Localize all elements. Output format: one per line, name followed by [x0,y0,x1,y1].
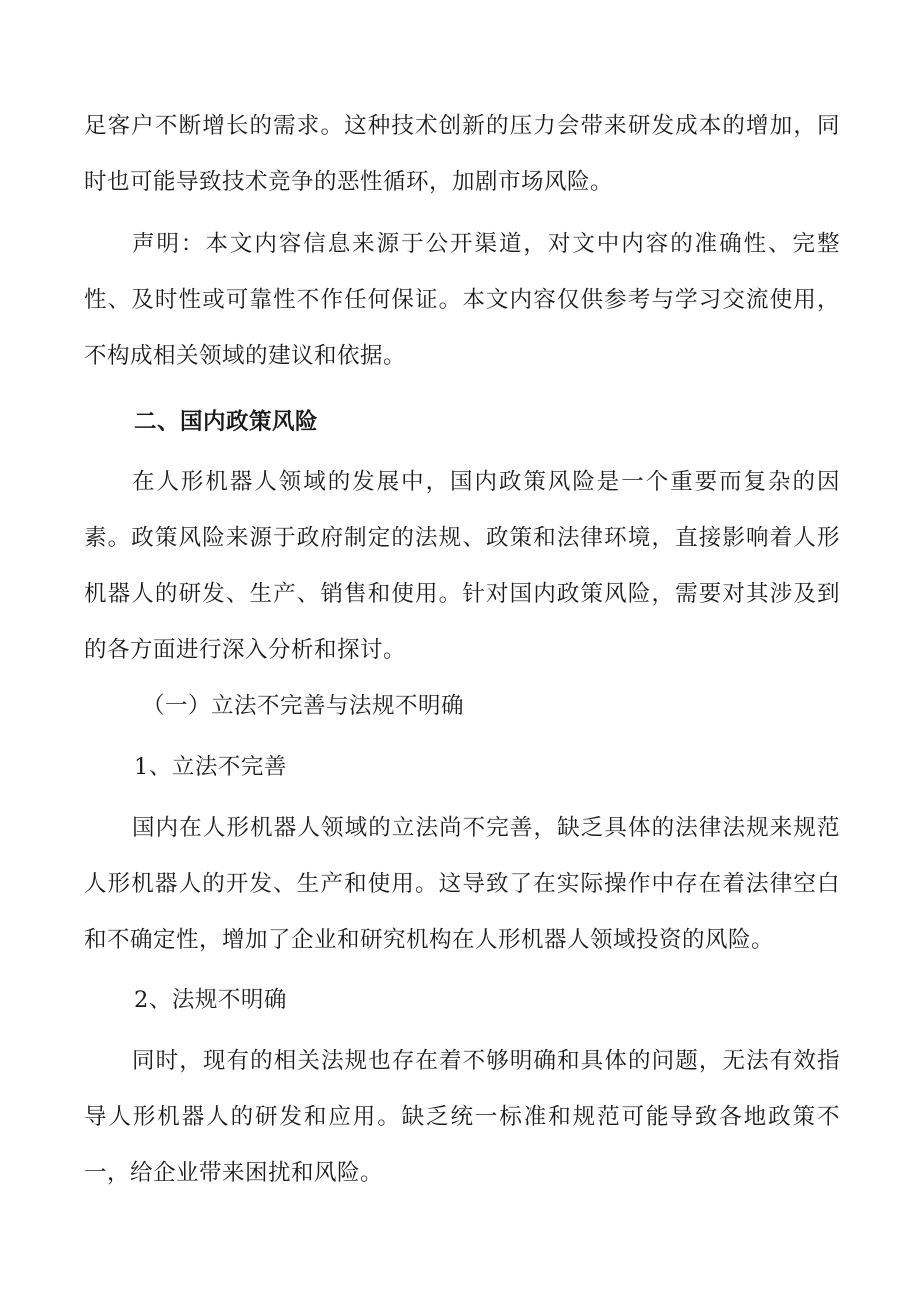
paragraph-item-2: 同时，现有的相关法规也存在着不够明确和具体的问题，无法有效指导人形机器人的研发和应用。缺乏统一标准和规范可能导致各地政策不一，给企业带来困扰和风险。 [84,1048,840,1186]
section-heading: 二、国内政策风险 [134,409,319,435]
item-heading-2: 2、法规不明确 [134,987,287,1013]
paragraph-item-1: 国内在人形机器人领域的立法尚不完善，缺乏具体的法律法规来规范人形机器人的开发、生产和使用。这导致了在实际操作中存在着法律空白和不确定性，增加了企业和研究机构在人形机器人领域投资的风险。 [84,815,840,953]
sub-heading: （一）立法不完善与法规不明确 [142,693,465,719]
paragraph-disclaimer: 声明：本文内容信息来源于公开渠道，对文中内容的准确性、完整性、及时性或可靠性不作任何保证。本文内容仅供参考与学习交流使用，不构成相关领域的建议和依据。 [84,231,840,369]
paragraph-intro: 在人形机器人领域的发展中，国内政策风险是一个重要而复杂的因素。政策风险来源于政府制定的法规、政策和法律环境，直接影响着人形机器人的研发、生产、销售和使用。针对国内政策风险，需要对其涉及到的各方面进行深入分析和探讨。 [84,469,840,663]
item-heading-1: 1、立法不完善 [134,754,287,780]
paragraph-continuation: 足客户不断增长的需求。这种技术创新的压力会带来研发成本的增加，同时也可能导致技术竞争的恶性循环，加剧市场风险。 [84,113,840,195]
